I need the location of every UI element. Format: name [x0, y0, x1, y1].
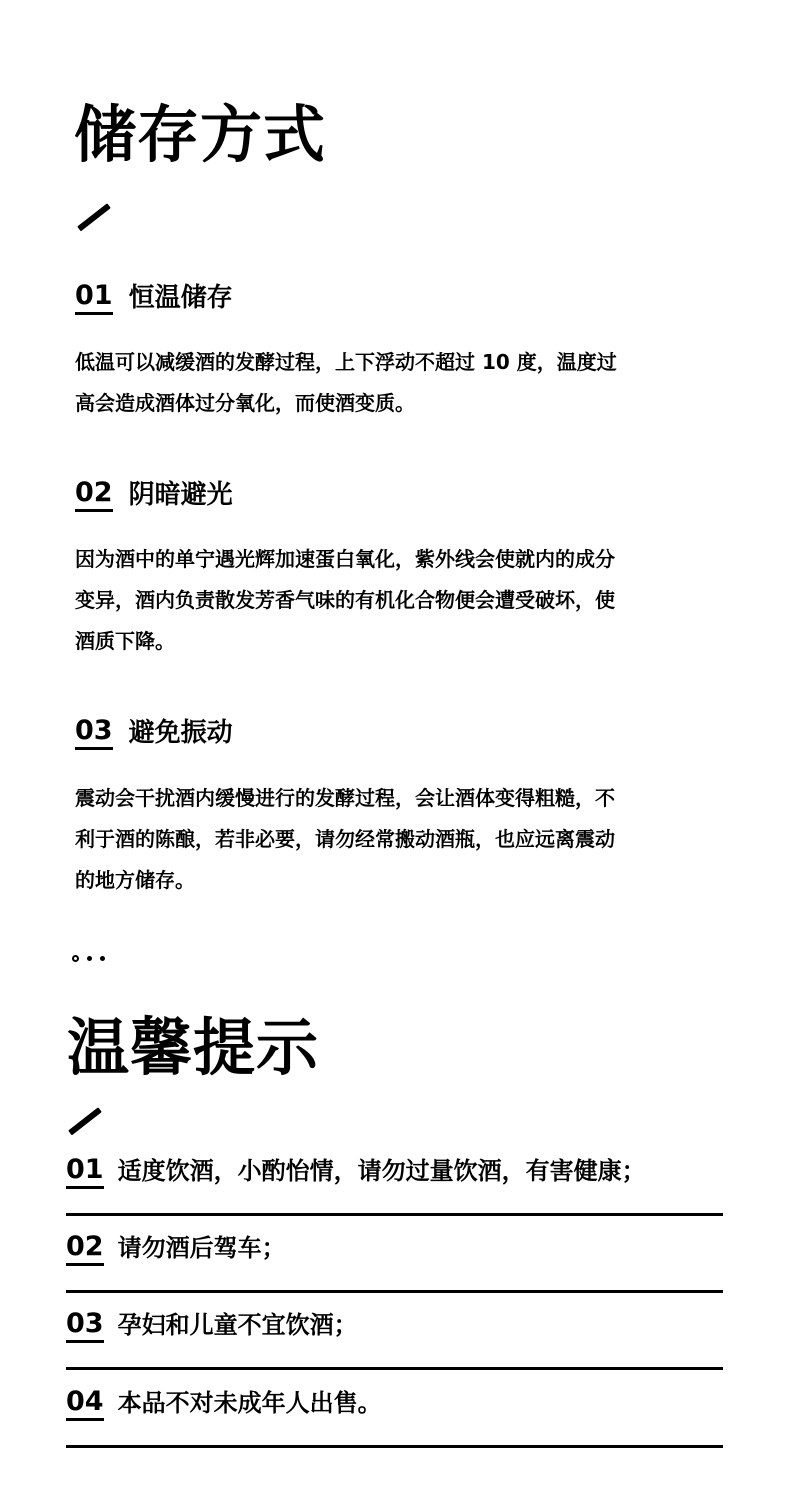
row-divider [66, 1445, 723, 1448]
storage-item-01-heading [75, 282, 233, 315]
paragraph-line: 震动会干扰酒内缓慢进行的发酵过程，会让酒体变得粗糙，不 [75, 786, 615, 810]
tip-item-04 [66, 1388, 723, 1448]
paragraph-line: 因为酒中的单宁遇光辉加速蛋白氧化，紫外线会使就内的成分 [75, 547, 615, 571]
storage-section-title: 储存方式 [74, 98, 327, 171]
item-number: 01 [75, 282, 113, 315]
item-title: 阴暗避光 [128, 480, 233, 510]
dot-icon [100, 956, 105, 961]
storage-item-02-heading [75, 479, 233, 512]
item-number: 03 [75, 717, 113, 750]
tip-item-02 [66, 1233, 723, 1293]
item-number: 02 [75, 479, 113, 512]
paragraph-line: 高会造成酒体过分氧化，而使酒变质。 [75, 391, 415, 415]
paragraph-line: 的地方储存。 [75, 868, 195, 892]
item-number: 02 [66, 1233, 104, 1266]
hollow-dot-icon [72, 955, 79, 962]
paragraph-line: 变异，酒内负责散发芳香气味的有机化合物便会遭受破坏，使 [75, 588, 615, 612]
slash-divider [68, 1107, 102, 1135]
tip-item-03 [66, 1310, 723, 1370]
storage-item-03-heading [75, 717, 233, 750]
item-number: 04 [66, 1388, 104, 1421]
row-divider [66, 1213, 723, 1216]
row-divider [66, 1367, 723, 1370]
item-number: 03 [66, 1310, 104, 1343]
paragraph-line: 低温可以减缓酒的发酵过程，上下浮动不超过 10 度，温度过 [75, 350, 617, 374]
tip-text: 请勿酒后驾车； [117, 1234, 286, 1262]
tips-section-title: 温馨提示 [67, 1011, 320, 1084]
ellipsis-dots [72, 955, 105, 962]
tip-text: 本品不对未成年人出售。 [117, 1389, 382, 1417]
paragraph-line: 利于酒的陈酿，若非必要，请勿经常搬动酒瓶，也应远离震动 [75, 827, 615, 851]
tip-text: 孕妇和儿童不宜饮酒； [117, 1311, 358, 1339]
storage-item-03-description [75, 778, 725, 901]
tip-item-01 [66, 1156, 723, 1216]
storage-item-01-description [75, 342, 725, 424]
paragraph-line: 酒质下降。 [75, 629, 175, 653]
item-title: 避免振动 [128, 718, 233, 748]
row-divider [66, 1290, 723, 1293]
item-title: 恒温储存 [128, 283, 233, 313]
dot-icon [87, 956, 92, 961]
tip-text: 适度饮酒，小酌怡情，请勿过量饮酒，有害健康； [117, 1157, 646, 1185]
slash-divider [77, 203, 111, 231]
item-number: 01 [66, 1156, 104, 1189]
storage-item-02-description [75, 539, 725, 662]
